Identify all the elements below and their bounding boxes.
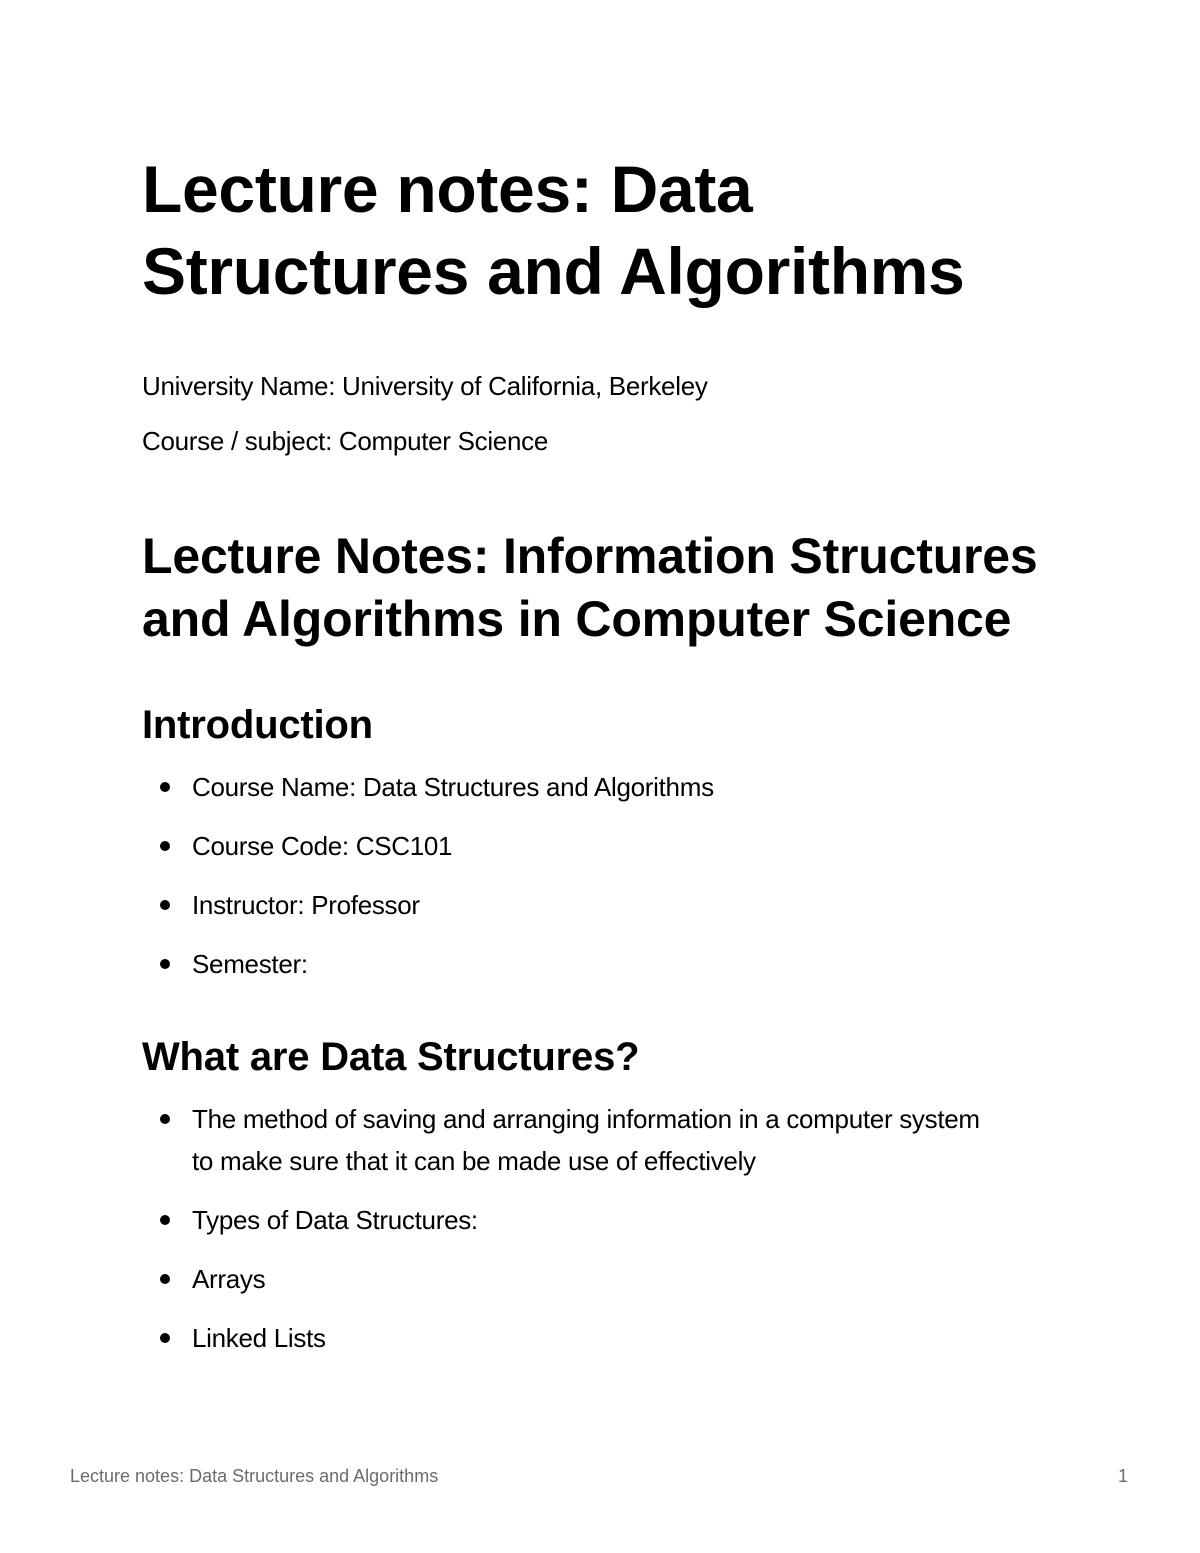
list-item-linked-lists: Linked Lists bbox=[142, 1317, 982, 1359]
data-structures-list bbox=[142, 1098, 1042, 1359]
introduction-heading: Introduction bbox=[142, 703, 373, 747]
page-content bbox=[142, 148, 1042, 1359]
course-subject: Course / subject: Computer Science bbox=[142, 426, 548, 456]
data-structures-heading: What are Data Structures? bbox=[142, 1035, 640, 1079]
list-item-semester: Semester: bbox=[142, 943, 982, 985]
list-item-course-code: Course Code: CSC101 bbox=[142, 825, 982, 867]
list-item-instructor: Instructor: Professor bbox=[142, 884, 982, 926]
university-name: University Name: University of California, Berkeley bbox=[142, 371, 708, 401]
footer-page-number: 1 bbox=[1117, 1466, 1128, 1486]
list-item-types: Types of Data Structures: bbox=[142, 1199, 982, 1241]
footer-document-title: Lecture notes: Data Structures and Algorithms bbox=[70, 1466, 439, 1486]
list-item-course-name: Course Name: Data Structures and Algorithms bbox=[142, 766, 982, 808]
list-item-definition: The method of saving and arranging information in a computer system to make sure that it can be made use of effectively bbox=[142, 1098, 982, 1182]
introduction-list bbox=[142, 766, 1042, 985]
document-title: Lecture notes: Data Structures and Algorithms bbox=[142, 152, 965, 308]
main-heading: Lecture Notes: Information Structures and Algorithms in Computer Science bbox=[142, 528, 1038, 647]
list-item-arrays: Arrays bbox=[142, 1258, 982, 1300]
